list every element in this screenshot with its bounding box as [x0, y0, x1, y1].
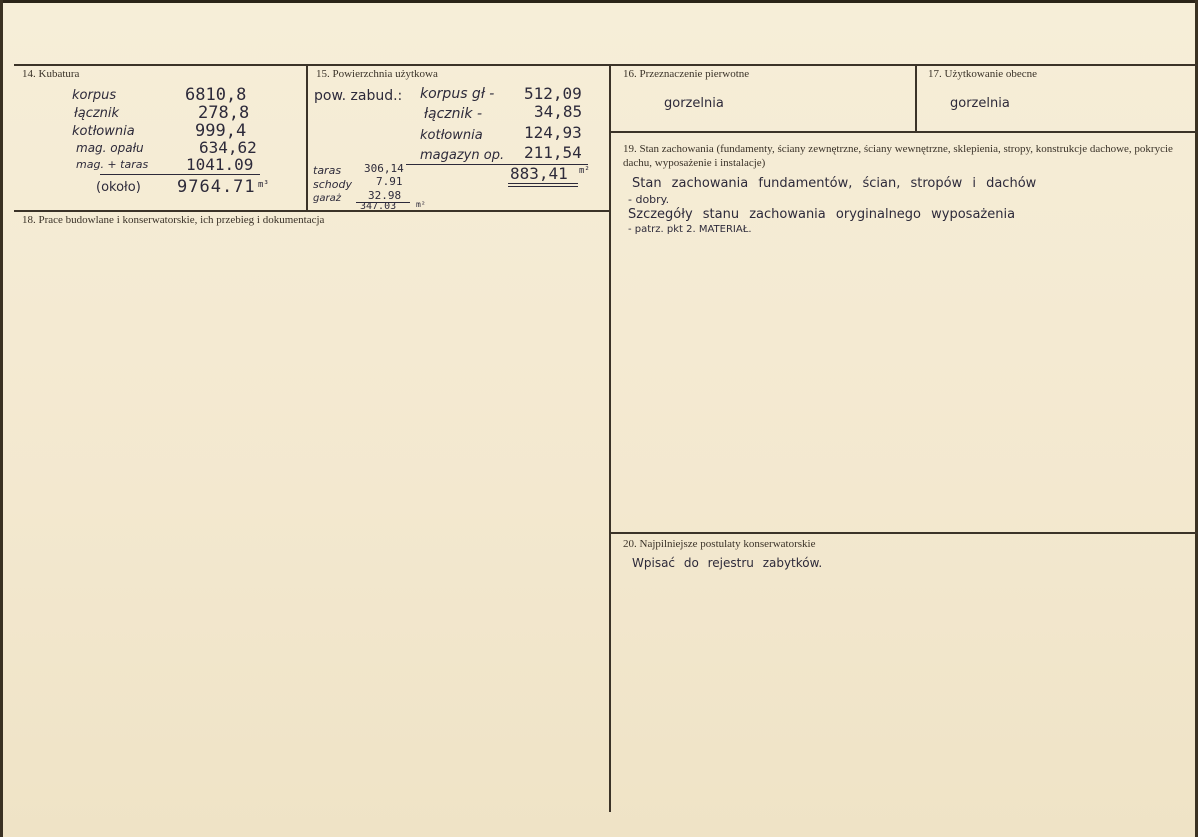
center-divider	[609, 64, 611, 812]
kubatura-total-value: 9764.71	[177, 177, 256, 197]
kubatura-row-name: łącznik	[74, 106, 120, 121]
kubatura-row-value: 999,4	[195, 121, 247, 141]
stan-line-2: - dobry.	[628, 193, 670, 206]
kubatura-row-name: korpus	[72, 88, 117, 103]
stan-line-1: Stan zachowania fundamentów, ścian, stropów i dachów	[632, 176, 1037, 191]
kubatura-row-value: 634,62	[199, 138, 257, 157]
powierzchnia-extra-total: 347.03	[360, 201, 397, 212]
powierzchnia-row-value: 124,93	[524, 123, 582, 142]
kubatura-row-value: 6810,8	[185, 85, 247, 105]
powierzchnia-row-value: 512,09	[524, 84, 582, 103]
divider-16-17	[915, 64, 917, 132]
rule-above-18	[14, 210, 611, 212]
powierzchnia-label: 15. Powierzchnia użytkowa	[316, 68, 438, 80]
stan-line-4: - patrz. pkt 2. MATERIAŁ.	[628, 224, 752, 235]
powierzchnia-extra-name: schody	[313, 178, 352, 191]
powierzchnia-total-underline	[508, 183, 578, 184]
top-edge	[0, 0, 1198, 3]
powierzchnia-total-unit: m²	[579, 166, 590, 176]
stan-label: 19. Stan zachowania (fundamenty, ściany zewnętrzne, ściany wewnętrzne, sklepienia, stropy, konstrukcje dachowe, pokrycie dachu, wyposażenie i instalacje)	[623, 143, 1173, 169]
powierzchnia-row-value: 34,85	[534, 102, 583, 121]
powierzchnia-row-name: łącznik -	[424, 106, 483, 122]
kubatura-row-value: 278,8	[198, 103, 250, 123]
przeznaczenie-value: gorzelnia	[664, 96, 724, 111]
powierzchnia-row-value: 211,54	[524, 143, 582, 162]
stan-line-3: Szczegóły stanu zachowania oryginalnego wyposażenia	[628, 207, 1016, 222]
left-edge	[0, 0, 3, 837]
powierzchnia-total-underline-2	[508, 186, 578, 187]
uzytkowanie-label: 17. Użytkowanie obecne	[928, 68, 1038, 80]
postulaty-value: Wpisać do rejestru zabytków.	[632, 556, 823, 570]
kubatura-label: 14. Kubatura	[22, 68, 80, 80]
uzytkowanie-value: gorzelnia	[950, 96, 1010, 111]
divider-14-15	[306, 64, 308, 212]
powierzchnia-extra-name: garaż	[313, 193, 341, 204]
kubatura-total-unit: m³	[258, 180, 269, 190]
powierzchnia-extra-value: 7.91	[376, 175, 403, 188]
kubatura-row-value: 1041.09	[186, 155, 254, 174]
kubatura-total-label: (około)	[96, 180, 141, 195]
powierzchnia-extra-value: 32.98	[368, 189, 402, 202]
top-rule	[14, 64, 1198, 66]
powierzchnia-row-name: kotłownia	[420, 128, 483, 143]
powierzchnia-prefix: pow. zabud.:	[314, 88, 403, 104]
powierzchnia-row-name: magazyn op.	[420, 148, 505, 163]
kubatura-row-name: mag. + taras	[76, 158, 149, 171]
rule-above-19	[611, 131, 1198, 133]
powierzchnia-extra-name: taras	[313, 164, 342, 177]
prace-label: 18. Prace budowlane i konserwatorskie, ich przebieg i dokumentacja	[22, 214, 325, 226]
przeznaczenie-label: 16. Przeznaczenie pierwotne	[623, 68, 750, 80]
powierzchnia-extra-unit: m²	[416, 200, 426, 209]
kubatura-row-name: kotłownia	[72, 124, 135, 139]
powierzchnia-row-name: korpus gł -	[420, 86, 495, 102]
kubatura-row-name: mag. opału	[76, 141, 144, 155]
rule-above-20	[611, 532, 1198, 534]
powierzchnia-extra-value: 306,14	[364, 162, 404, 175]
kubatura-sum-line	[100, 174, 260, 175]
powierzchnia-total-value: 883,41	[510, 164, 568, 183]
postulaty-label: 20. Najpilniejsze postulaty konserwatorskie	[623, 538, 816, 550]
